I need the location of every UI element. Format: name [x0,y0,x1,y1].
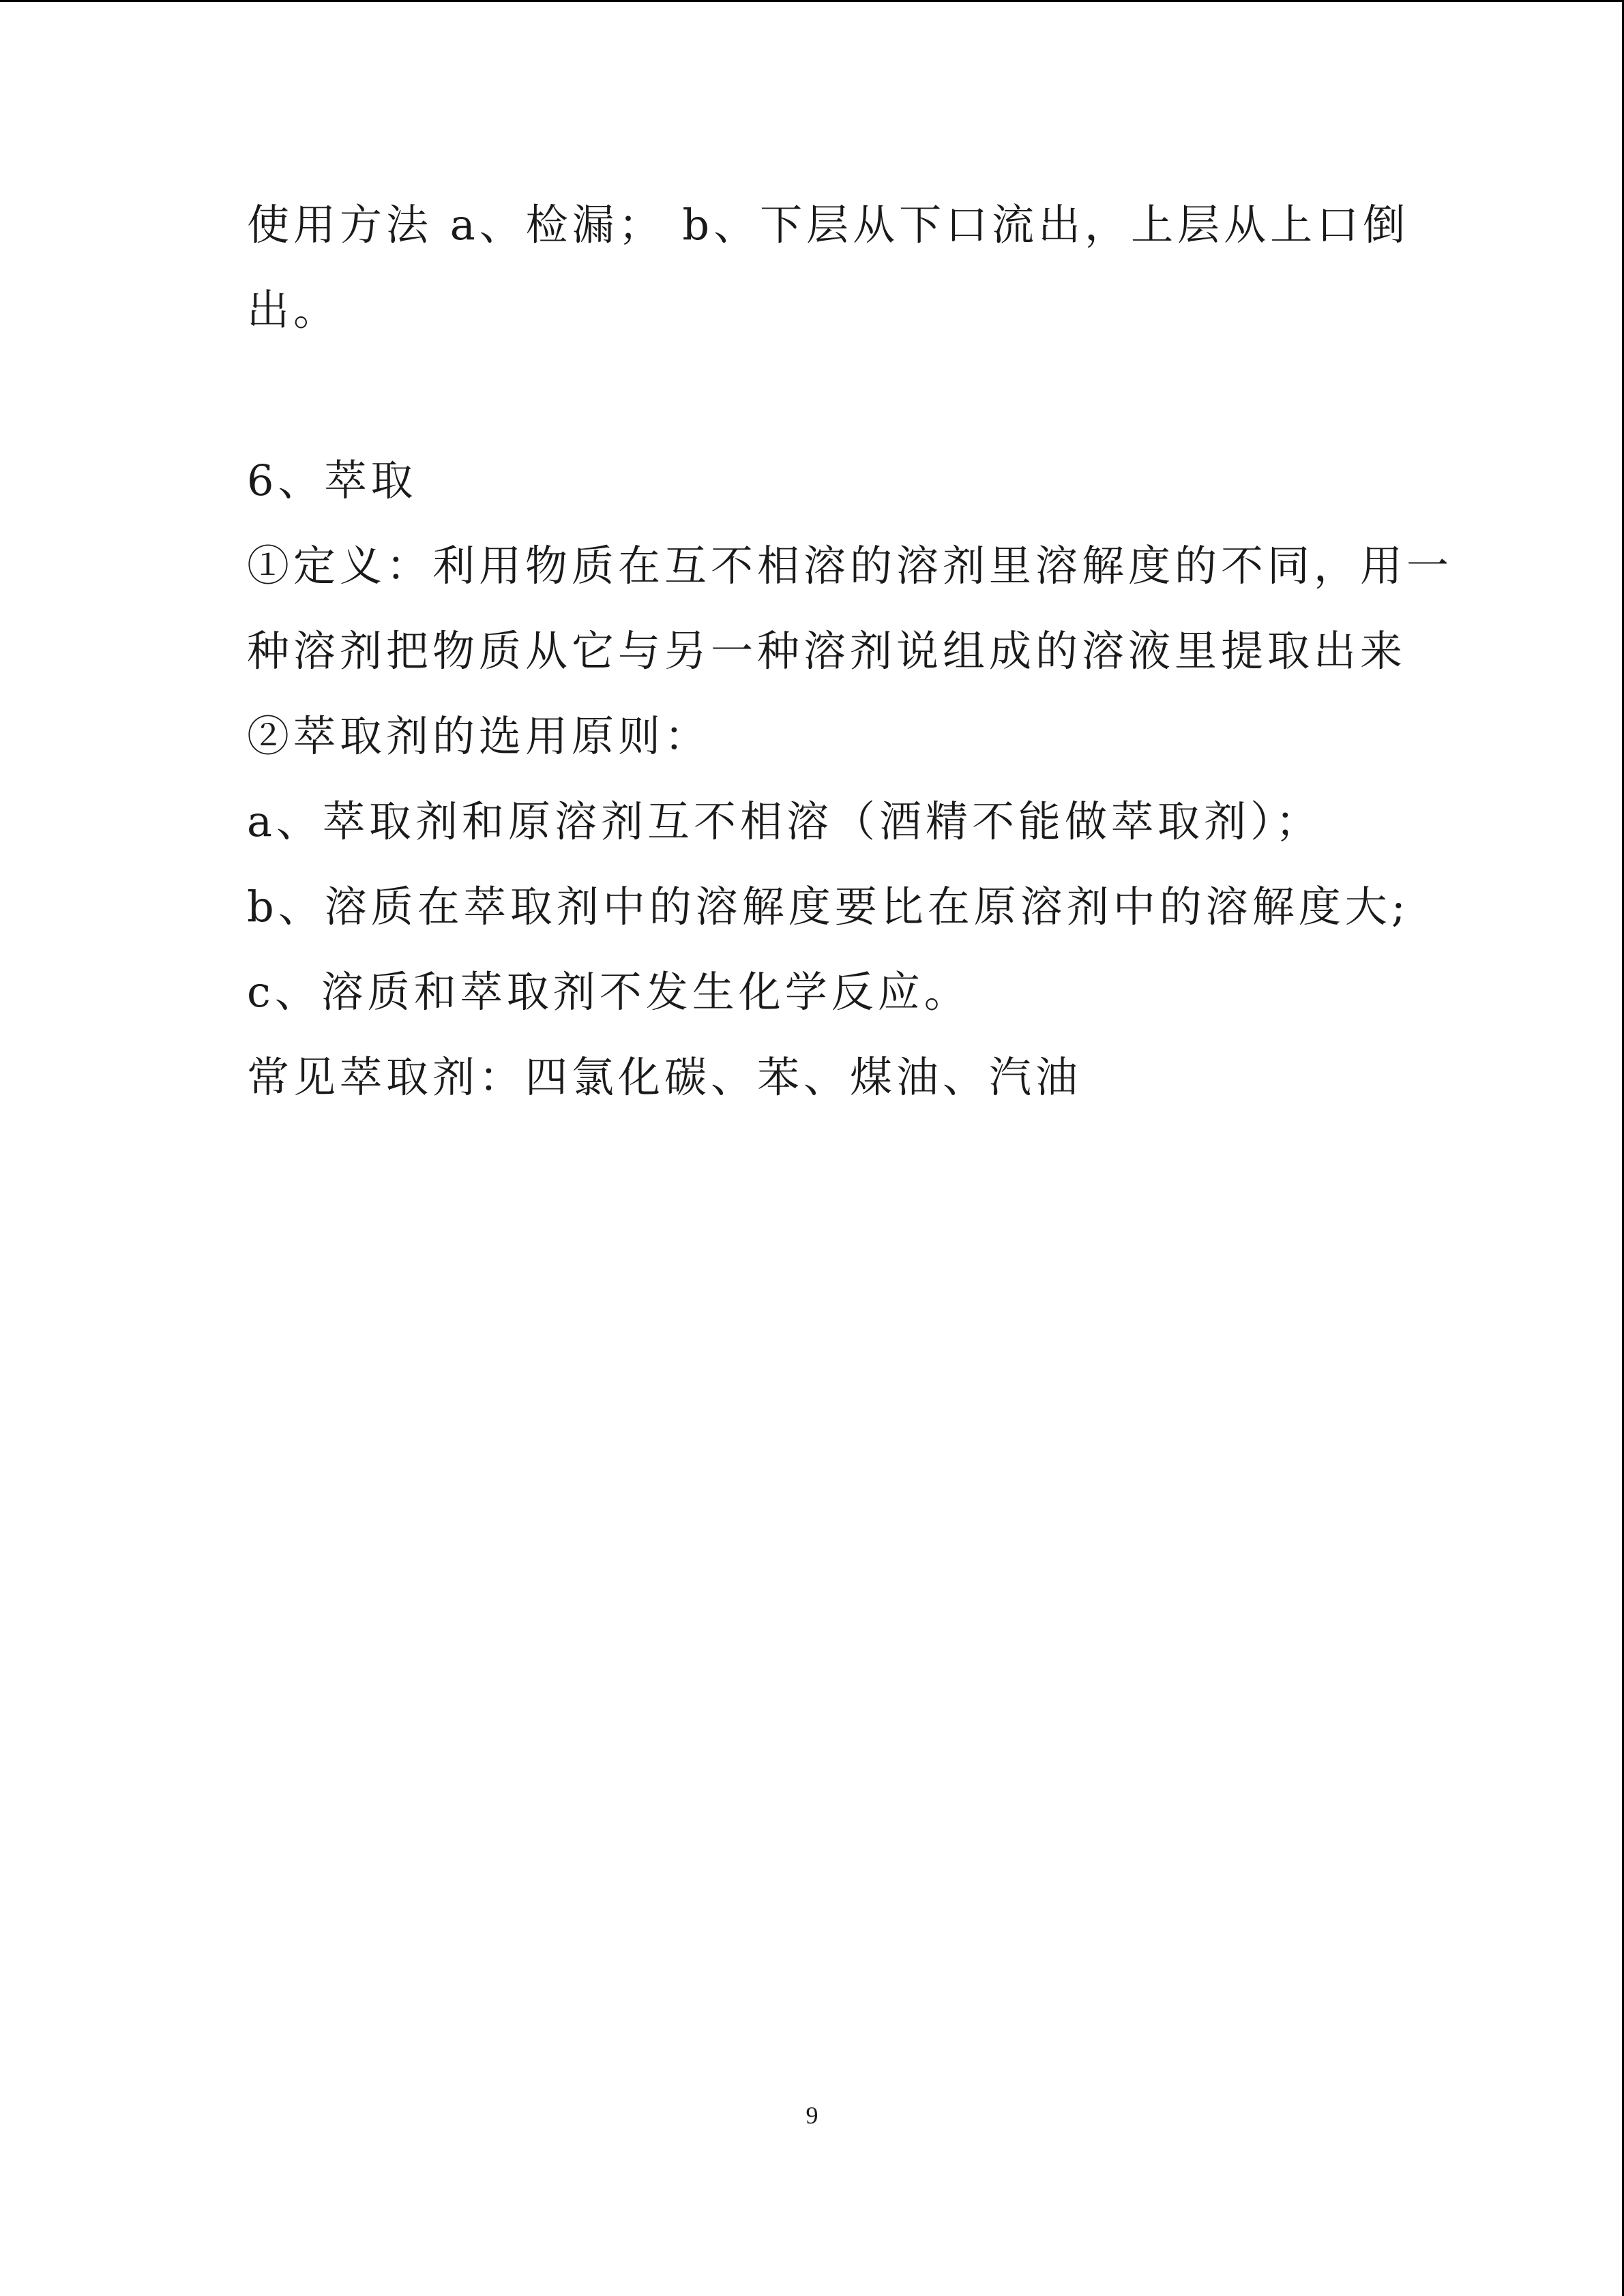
text-line-usage-method: 使用方法 a、检漏； b、下层从下口流出，上层从上口倒 [247,200,1410,250]
text-line-selection-principle: ②萃取剂的选用原则： [247,711,711,761]
list-item-b: b、溶质在萃取剂中的溶解度要比在原溶剂中的溶解度大; [247,882,1410,931]
list-item-a: a、萃取剂和原溶剂互不相溶（酒精不能做萃取剂）； [247,796,1322,846]
text-line-common-extractants: 常见萃取剂：四氯化碳、苯、煤油、汽油 [247,1052,1082,1102]
page-top-border [0,0,1624,2]
text-line-definition: ①定义：利用物质在互不相溶的溶剂里溶解度的不同，用一 [247,541,1453,591]
text-line-usage-method-cont: 出。 [247,285,340,335]
section-heading-extraction: 6、萃取 [247,456,417,505]
page-number: 9 [806,2102,818,2129]
list-item-c: c、溶质和萃取剂不发生化学反应。 [247,967,971,1017]
text-line-definition-cont: 种溶剂把物质从它与另一种溶剂说组成的溶液里提取出来 [247,626,1407,676]
